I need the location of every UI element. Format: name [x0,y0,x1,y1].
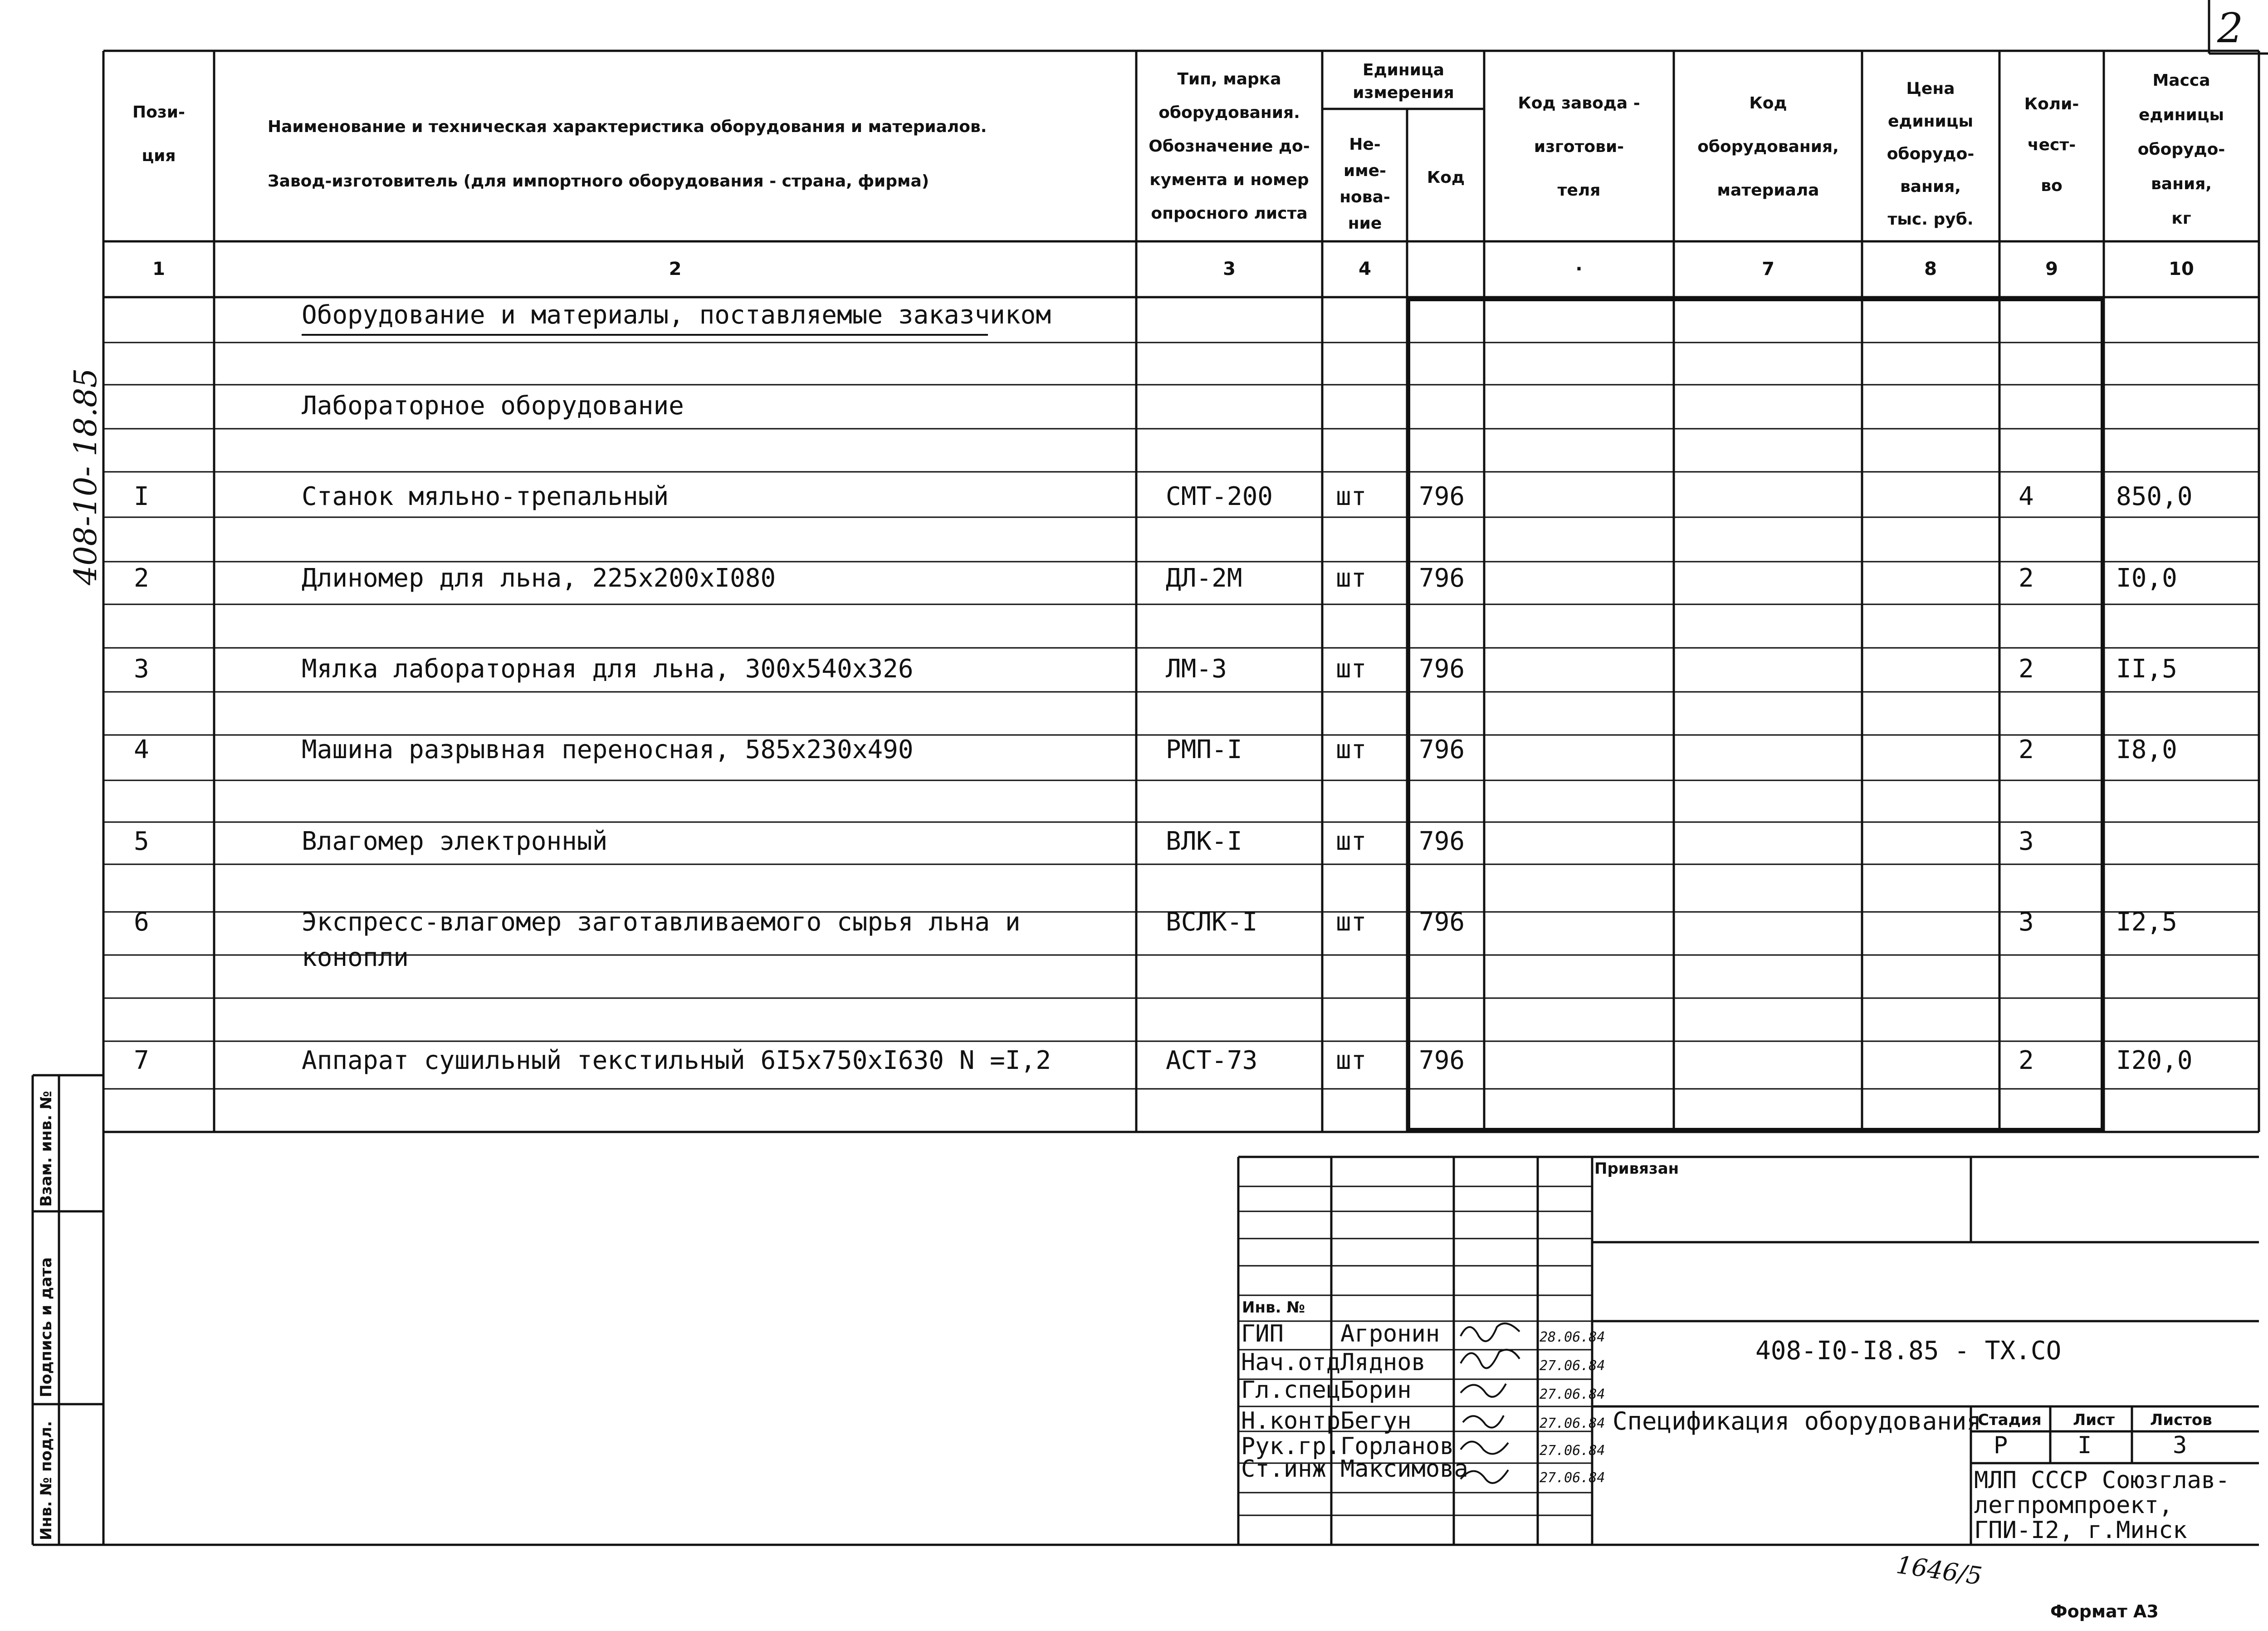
sheet-label: Лист [2073,1411,2115,1429]
format-label: Формат А3 [2050,1602,2159,1621]
document-name: Спецификация оборудования [1613,1407,1981,1435]
column-number: · [1575,259,1583,279]
column-number: 2 [669,259,682,279]
header-name-line: Наименование и техническая характеристика оборудования и материалов. [268,118,987,136]
header-mass-line: Масса [2152,71,2210,90]
header-qty [2001,84,2102,206]
header-name [268,100,1129,209]
cell-name: Машина разрывная переносная, 585х230х490 [302,735,914,764]
header-qty-line: чест- [2027,136,2076,154]
side-document-code: 408-10- 18.85 [68,368,104,585]
cell-qty: 3 [2019,907,2034,937]
cell-code: 796 [1419,563,1465,593]
header-equip-code-line: оборудования, [1697,137,1839,156]
sheet-value: I [2077,1432,2092,1459]
side-stamp-sign-date: Подпись и дата [37,1257,55,1397]
header-type-line: оборудования. [1158,103,1300,122]
role-label: Нач.отд [1241,1349,1341,1376]
person-name: Максимова [1340,1455,1468,1483]
header-name-line: Завод-изготовитель (для импортного оборудования - страна, фирма) [268,172,929,191]
column-number: 1 [152,259,165,279]
header-equip-code-line: Код [1749,94,1787,113]
sign-date: 27.06.84 [1540,1470,1605,1486]
sheets-value: 3 [2173,1432,2187,1459]
header-price-line: единицы [1887,112,1974,131]
header-plant-code-line: теля [1557,181,1601,200]
cell-pos: 3 [134,654,149,684]
sign-date: 27.06.84 [1540,1443,1605,1459]
cell-type: ВСЛК-I [1166,907,1258,937]
cell-qty: 2 [2019,1046,2034,1075]
cell-name: Влагомер электронный [302,827,608,856]
cell-pos: I [134,482,149,511]
sign-date: 27.06.84 [1540,1415,1605,1431]
person-name: Ляднов [1340,1349,1426,1376]
header-unit-name-line: име- [1343,162,1386,180]
header-plant-code-line: изготови- [1534,137,1624,156]
header-mass [2106,64,2257,236]
header-mass-line: оборудо- [2137,140,2225,159]
header-unit-name-line: Не- [1349,135,1381,154]
document-code: 408-I0-I8.85 - ТХ.СО [1755,1336,2062,1366]
header-pos-line: Пози- [132,103,185,122]
column-number: 10 [2169,259,2194,279]
header-unit-name [1324,132,1406,237]
header-mass-line: вания, [2151,175,2212,193]
sign-date: 27.06.84 [1540,1386,1605,1402]
stage-value: Р [1994,1432,2008,1459]
header-plant-code [1486,82,1672,212]
cell-qty: 2 [2019,735,2034,764]
role-label: Гл.спец [1241,1376,1341,1404]
cell-mass: 850,0 [2116,482,2193,511]
cell-unit: шт [1336,654,1367,684]
cell-name: Мялка лабораторная для льна, 300х540х326 [302,654,914,684]
cell-pos: 7 [134,1046,149,1075]
person-name: Бегун [1340,1407,1412,1435]
header-price-line: вания, [1900,177,1961,196]
cell-type: ЛМ-3 [1166,654,1227,684]
cell-unit: шт [1336,907,1367,937]
cell-type: ВЛК-I [1166,827,1242,856]
cell-type: РМП-I [1166,735,1242,764]
cell-mass: I20,0 [2116,1046,2193,1075]
header-unit-code-line: Код [1427,168,1465,187]
cell-qty: 2 [2019,563,2034,593]
header-price-line: Цена [1906,79,1955,98]
header-unit-name-line: нова- [1339,188,1390,206]
side-stamp-inv-replace: Взам. инв. № [37,1091,55,1207]
header-mass-line: кг [2171,209,2191,228]
header-type-line: Обозначение до- [1149,137,1310,156]
role-label: Ст.инж [1241,1455,1326,1483]
cell-code: 796 [1419,654,1465,684]
person-name: Борин [1340,1376,1412,1404]
cell-name: Станок мяльно-трепальный [302,482,669,511]
column-number: 9 [2045,259,2058,279]
cell-code: 796 [1419,827,1465,856]
sign-date: 28.06.84 [1540,1329,1605,1345]
column-number: 3 [1223,259,1236,279]
header-unit-name-line: ние [1348,214,1382,233]
cell-qty: 4 [2019,482,2034,511]
header-unit-group-line: Единица [1363,61,1444,79]
role-label: Н.контр [1241,1407,1341,1435]
subsection-title: Лабораторное оборудование [302,391,684,421]
header-unit-code [1408,161,1483,195]
header-price-line: тыс. руб. [1887,210,1974,229]
cell-unit: шт [1336,827,1367,856]
organization-line: ГПИ-I2, г.Минск [1974,1517,2187,1544]
role-label: Рук.гр. [1241,1433,1341,1460]
cell-mass: II,5 [2116,654,2177,684]
header-plant-code-line: Код завода - [1518,94,1640,113]
header-type-line: Тип, марка [1177,70,1281,88]
inv-no-label: Инв. № [1242,1298,1305,1317]
header-qty-line: во [2041,176,2063,195]
organization-line: МЛП СССР Союзглав- [1974,1467,2230,1494]
cell-pos: 4 [134,735,149,764]
header-pos-line: ция [142,147,176,165]
organization-line: легпромпроект, [1974,1492,2173,1519]
cell-mass: I8,0 [2116,735,2177,764]
header-type [1139,63,1320,230]
cell-pos: 6 [134,907,149,937]
cell-name: Аппарат сушильный текстильный 6I5х750хI630 N =I,2 [302,1046,1051,1075]
cell-type: АСТ-73 [1166,1046,1258,1075]
stage-label: Стадия [1978,1411,2042,1429]
header-equip-code-line: материала [1717,181,1819,200]
cell-unit: шт [1336,735,1367,764]
cell-unit: шт [1336,1046,1367,1075]
person-name: Агронин [1340,1320,1440,1347]
cell-code: 796 [1419,1046,1465,1075]
cell-name: Экспресс-влагомер заготавливаемого сырья льна и [302,907,1021,937]
cell-code: 796 [1419,907,1465,937]
archive-number: 1646/5 [1894,1550,1984,1591]
sheets-label: Листов [2150,1411,2212,1429]
header-equip-code [1676,82,1861,212]
header-qty-line: Коли- [2024,95,2079,113]
cell-unit: шт [1336,563,1367,593]
header-unit-group-line: измерения [1353,83,1454,102]
header-price [1863,73,1998,236]
header-pos [105,91,212,178]
cell-qty: 3 [2019,827,2034,856]
header-mass-line: единицы [2138,106,2224,124]
sign-date: 27.06.84 [1540,1358,1605,1374]
header-type-line: кумента и номер [1149,171,1309,189]
cell-name: Длиномер для льна, 225х200хI080 [302,563,776,593]
header-price-line: оборудо- [1887,145,1975,163]
header-unit-group [1325,59,1482,104]
cell-code: 796 [1419,482,1465,511]
column-number: 7 [1762,259,1774,279]
cell-qty: 2 [2019,654,2034,684]
cell-code: 796 [1419,735,1465,764]
bound-label: Привязан [1594,1160,1679,1178]
cell-type: ДЛ-2М [1166,563,1242,593]
cell-mass: I0,0 [2116,563,2177,593]
column-number: 4 [1359,259,1371,279]
cell-pos: 5 [134,827,149,856]
side-stamp-inv-original: Инв. № подл. [37,1420,55,1540]
cell-type: СМТ-200 [1166,482,1273,511]
cell-pos: 2 [134,563,149,593]
section-title: Оборудование и материалы, поставляемые заказчиком [302,300,1051,330]
cell-unit: шт [1336,482,1367,511]
role-label: ГИП [1241,1320,1284,1347]
cell-name-continued: конопли [302,943,409,972]
person-name: Горланов [1340,1433,1454,1460]
header-type-line: опросного листа [1151,204,1308,223]
column-number: 8 [1924,259,1937,279]
cell-mass: I2,5 [2116,907,2177,937]
sheet-number-mark: 2 [2217,5,2244,52]
